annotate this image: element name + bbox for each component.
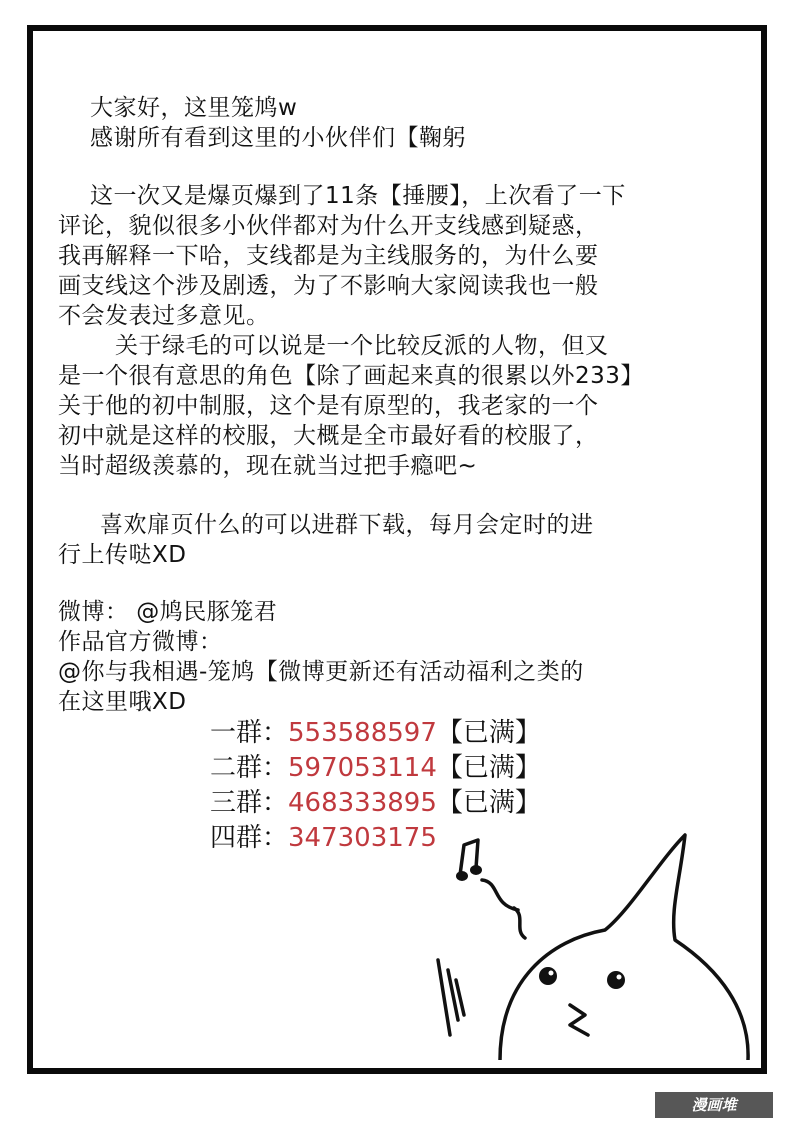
group-row-3 bbox=[210, 787, 541, 819]
official-weibo-label: 作品官方微博： bbox=[58, 629, 223, 655]
greeting-line-2: 感谢所有看到这里的小伙伴们【鞠躬 bbox=[90, 125, 466, 151]
pigeon-mascot-illustration bbox=[430, 820, 760, 1060]
paragraph3-line-1: 喜欢扉页什么的可以进群下载，每月会定时的进 bbox=[100, 512, 594, 538]
weibo-line: 微博： @鸠民豚笼君 bbox=[58, 599, 278, 625]
paragraph2-line-1: 关于绿毛的可以说是一个比较反派的人物，但又 bbox=[115, 333, 609, 359]
paragraph1-line-2: 评论，貌似很多小伙伴都对为什么开支线感到疑惑， bbox=[58, 213, 599, 239]
group-number: 347303175 bbox=[288, 823, 437, 853]
group-status: 【已满】 bbox=[436, 718, 541, 748]
group-label: 三群： bbox=[210, 788, 289, 818]
group-number: 553588597 bbox=[288, 718, 437, 748]
paragraph2-line-4: 初中就是这样的校服，大概是全市最好看的校服了， bbox=[58, 423, 599, 449]
group-label: 二群： bbox=[210, 753, 289, 783]
group-label: 四群： bbox=[210, 823, 289, 853]
paragraph2-line-3: 关于他的初中制服，这个是有原型的，我老家的一个 bbox=[58, 393, 599, 419]
group-status: 【已满】 bbox=[436, 788, 541, 818]
paragraph2-line-2: 是一个很有意思的角色【除了画起来真的很累以外233】 bbox=[58, 363, 644, 389]
greeting-line-1: 大家好，这里笼鸠w bbox=[90, 95, 298, 121]
group-number: 597053114 bbox=[288, 753, 437, 783]
here-line: 在这里哦XD bbox=[58, 689, 187, 715]
paragraph1-line-1: 这一次又是爆页爆到了11条【捶腰】，上次看了一下 bbox=[90, 183, 626, 209]
watermark-logo: 漫画堆 bbox=[655, 1092, 773, 1118]
paragraph1-line-5: 不会发表过多意见。 bbox=[58, 303, 270, 329]
group-number: 468333895 bbox=[288, 788, 437, 818]
group-row-1 bbox=[210, 717, 541, 749]
group-row-4 bbox=[210, 822, 437, 854]
paragraph1-line-3: 我再解释一下哈，支线都是为主线服务的，为什么要 bbox=[58, 243, 599, 269]
official-weibo-handle: @你与我相遇-笼鸠【微博更新还有活动福利之类的 bbox=[58, 659, 584, 685]
paragraph1-line-4: 画支线这个涉及剧透，为了不影响大家阅读我也一般 bbox=[58, 273, 599, 299]
group-status: 【已满】 bbox=[436, 753, 541, 783]
group-label: 一群： bbox=[210, 718, 289, 748]
mascot-eyes bbox=[539, 967, 625, 989]
group-row-2 bbox=[210, 752, 541, 784]
paragraph3-line-2: 行上传哒XD bbox=[58, 542, 187, 568]
paragraph2-line-5: 当时超级羡慕的，现在就当过把手瘾吧~ bbox=[58, 453, 478, 479]
